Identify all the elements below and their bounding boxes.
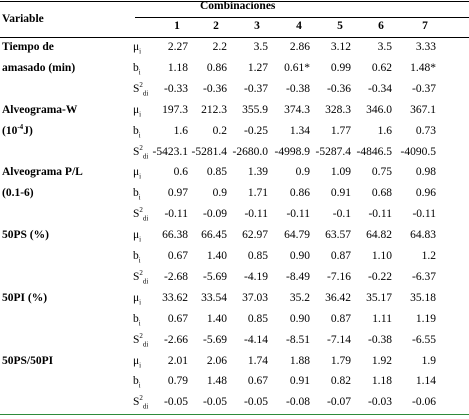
value-cell: 0.98 (415, 166, 436, 179)
value-cell: -5281.4 (191, 145, 227, 158)
row-label: Tiempo de (2, 41, 54, 53)
value-cell: 0.6 (173, 166, 188, 179)
value-cell: 0.91 (330, 187, 351, 200)
value-cell: 0.85 (206, 166, 227, 179)
value-cell: -5423.1 (152, 145, 188, 158)
value-cell: 3.12 (330, 41, 351, 53)
value-cell: -0.05 (164, 396, 188, 409)
value-cell: -0.1 (332, 208, 351, 221)
group-rule (135, 17, 469, 18)
value-cell: 1.79 (330, 354, 351, 367)
value-cell: 1.27 (247, 61, 268, 74)
value-cell: 1.40 (206, 312, 227, 325)
value-cell: -0.11 (244, 208, 268, 221)
value-cell: 3.5 (377, 41, 392, 53)
value-cell: 0.87 (330, 312, 351, 325)
value-cell: 1.39 (247, 166, 268, 179)
value-cell: -0.25 (244, 124, 268, 137)
value-cell: 212.3 (201, 103, 227, 116)
value-cell: -0.36 (327, 82, 351, 95)
parameter-symbol: $S^2_{di}$ (133, 143, 149, 160)
parameter-symbol: $\mu_i$ (133, 103, 142, 118)
value-cell: -0.11 (164, 208, 188, 221)
value-cell: -2.66 (164, 333, 188, 346)
value-cell: 35.2 (289, 291, 310, 304)
value-cell: 1.09 (330, 166, 351, 179)
value-cell: 1.6 (377, 124, 392, 137)
column-header-1: 1 (174, 20, 180, 32)
value-cell: 346.0 (366, 103, 392, 116)
parameter-symbol: $S^2_{di}$ (133, 206, 149, 223)
value-cell: -6.37 (412, 270, 436, 283)
value-cell: -0.38 (286, 82, 310, 95)
parameter-symbol: $b_i$ (133, 187, 141, 202)
value-cell: 3.5 (253, 41, 268, 53)
parameter-symbol: $S^2_{di}$ (133, 331, 149, 348)
value-cell: 1.14 (415, 375, 436, 388)
value-cell: 62.97 (242, 229, 268, 242)
value-cell: -0.11 (368, 208, 392, 221)
row-label: 50PS (%) (2, 229, 49, 242)
value-cell: 374.3 (284, 103, 310, 116)
value-cell: 35.18 (410, 291, 436, 304)
value-cell: 1.10 (371, 250, 392, 262)
value-cell: -0.05 (244, 396, 268, 409)
value-cell: 0.87 (330, 250, 351, 262)
value-cell: -0.36 (203, 82, 227, 95)
value-cell: 0.61* (284, 61, 310, 74)
value-cell: 1.9 (421, 354, 436, 367)
value-cell: 0.73 (415, 124, 436, 137)
column-header-3: 3 (254, 20, 260, 32)
value-cell: 1.74 (247, 354, 268, 367)
value-cell: 0.67 (167, 250, 188, 262)
value-cell: -5.69 (203, 333, 227, 346)
value-cell: 1.48 (206, 375, 227, 388)
value-cell: 367.1 (410, 103, 436, 116)
value-cell: 355.9 (242, 103, 268, 116)
value-cell: -0.07 (327, 396, 351, 409)
value-cell: 2.06 (206, 354, 227, 367)
value-cell: 1.48* (410, 61, 436, 74)
value-cell: -0.06 (412, 396, 436, 409)
column-header-5: 5 (337, 20, 343, 32)
value-cell: 0.86 (206, 61, 227, 74)
value-cell: -0.22 (368, 270, 392, 283)
value-cell: 66.45 (201, 229, 227, 242)
row-label: Alveograma P/L (2, 166, 83, 179)
value-cell: 1.18 (167, 61, 188, 74)
parameter-symbol: $\mu_i$ (133, 41, 142, 56)
row-label: 50PI (%) (2, 291, 48, 304)
value-cell: 3.33 (415, 41, 436, 53)
value-cell: 1.18 (371, 375, 392, 388)
value-cell: 0.2 (212, 124, 227, 137)
value-cell: 64.79 (284, 229, 310, 242)
value-cell: 1.40 (206, 250, 227, 262)
parameter-symbol: $S^2_{di}$ (133, 394, 149, 411)
value-cell: 66.38 (162, 229, 188, 242)
value-cell: 0.90 (289, 312, 310, 325)
value-cell: 1.6 (173, 124, 188, 137)
row-label: $(10^{-4}J)$ (2, 122, 33, 137)
value-cell: 1.92 (371, 354, 392, 367)
value-cell: 0.67 (247, 375, 268, 388)
value-cell: -0.09 (203, 208, 227, 221)
value-cell: 37.03 (242, 291, 268, 304)
parameter-symbol: $S^2_{di}$ (133, 269, 149, 286)
value-cell: -0.37 (412, 82, 436, 95)
value-cell: -4846.5 (356, 145, 392, 158)
value-cell: -8.51 (286, 333, 310, 346)
parameter-symbol: $\mu_i$ (133, 229, 142, 244)
header-rule (0, 37, 469, 38)
value-cell: -0.11 (286, 208, 310, 221)
value-cell: 0.67 (167, 312, 188, 325)
value-cell: -4.19 (244, 270, 268, 283)
value-cell: -0.38 (368, 333, 392, 346)
row-label: (0.1-6) (2, 187, 34, 200)
value-cell: 1.88 (289, 354, 310, 367)
value-cell: -0.05 (203, 396, 227, 409)
value-cell: 328.3 (325, 103, 351, 116)
value-cell: 0.79 (167, 375, 188, 388)
value-cell: -5.69 (203, 270, 227, 283)
variable-header: Variable (2, 13, 44, 25)
value-cell: 0.68 (371, 187, 392, 200)
value-cell: 1.34 (289, 124, 310, 137)
value-cell: 0.85 (247, 250, 268, 262)
value-cell: 1.71 (247, 187, 268, 200)
value-cell: 63.57 (325, 229, 351, 242)
value-cell: 1.2 (421, 250, 436, 262)
parameter-symbol: $b_i$ (133, 312, 141, 327)
value-cell: -4090.5 (400, 145, 436, 158)
value-cell: 0.82 (330, 375, 351, 388)
value-cell: -8.49 (286, 270, 310, 283)
value-cell: -0.37 (244, 82, 268, 95)
parameter-symbol: $b_i$ (133, 61, 141, 77)
value-cell: -7.14 (327, 333, 351, 346)
value-cell: -6.55 (412, 333, 436, 346)
value-cell: 0.9 (212, 187, 227, 200)
value-cell: -7.16 (327, 270, 351, 283)
value-cell: 2.2 (212, 41, 227, 53)
value-cell: -0.34 (368, 82, 392, 95)
value-cell: 0.90 (289, 250, 310, 262)
value-cell: 33.62 (162, 291, 188, 304)
value-cell: 35.17 (366, 291, 392, 304)
value-cell: 2.01 (167, 354, 188, 367)
parameter-symbol: $\mu_i$ (133, 166, 142, 181)
value-cell: 1.77 (330, 124, 351, 137)
parameter-symbol: $b_i$ (133, 250, 141, 265)
value-cell: -0.11 (412, 208, 436, 221)
value-cell: 36.42 (325, 291, 351, 304)
value-cell: -5287.4 (315, 145, 351, 158)
value-cell: 0.75 (371, 166, 392, 179)
parameter-symbol: $b_i$ (133, 124, 141, 139)
value-cell: -0.08 (286, 396, 310, 409)
value-cell: 0.85 (247, 312, 268, 325)
value-cell: 197.3 (162, 103, 188, 116)
parameter-symbol: $\mu_i$ (133, 291, 142, 307)
column-header-2: 2 (213, 20, 219, 32)
row-label: Alveograma-W (2, 103, 78, 116)
value-cell: 2.27 (167, 41, 188, 53)
value-cell: 0.96 (415, 187, 436, 200)
value-cell: -2.68 (164, 270, 188, 283)
value-cell: 0.99 (330, 61, 351, 74)
value-cell: 2.86 (289, 41, 310, 53)
value-cell: -0.33 (164, 82, 188, 95)
value-cell: -4.14 (244, 333, 268, 346)
combinations-header: Combinaciones (200, 0, 276, 12)
column-header-6: 6 (378, 20, 384, 32)
value-cell: 0.62 (371, 61, 392, 74)
value-cell: 0.86 (289, 187, 310, 200)
value-cell: 64.83 (410, 229, 436, 242)
column-header-4: 4 (296, 20, 302, 32)
value-cell: 0.9 (295, 166, 310, 179)
value-cell: 1.11 (372, 312, 392, 325)
row-label: 50PS/50PI (2, 354, 54, 367)
value-cell: -0.03 (368, 396, 392, 409)
value-cell: 33.54 (201, 291, 227, 304)
parameter-symbol: $S^2_{di}$ (133, 80, 149, 98)
value-cell: 1.19 (415, 312, 436, 325)
value-cell: -4998.9 (274, 145, 310, 158)
column-header-7: 7 (422, 20, 428, 32)
value-cell: 0.91 (289, 375, 310, 388)
value-cell: 0.97 (167, 187, 188, 200)
value-cell: -2680.0 (232, 145, 268, 158)
row-label: amasado (min) (2, 61, 76, 74)
value-cell: 64.82 (366, 229, 392, 242)
parameter-symbol: $b_i$ (133, 375, 141, 390)
parameter-symbol: $\mu_i$ (133, 354, 142, 369)
bottom-rule (0, 414, 469, 415)
